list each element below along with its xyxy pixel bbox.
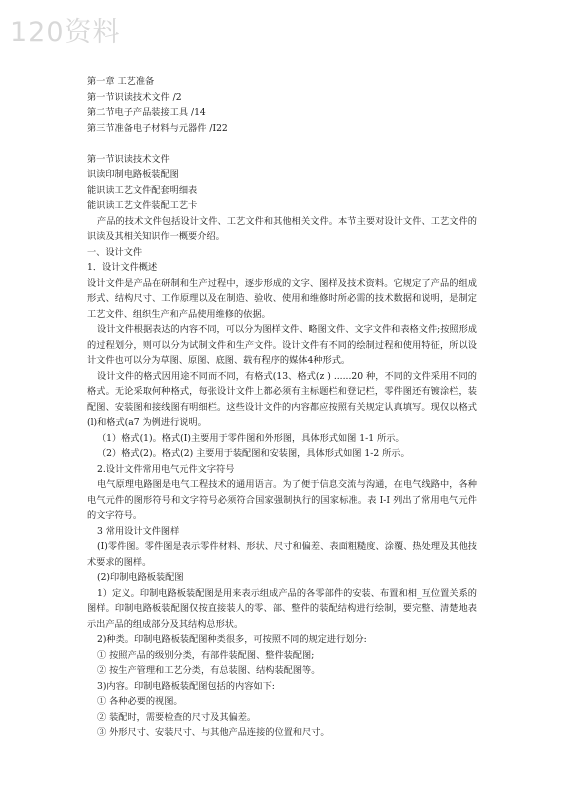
goal-item: 识读印制电路板装配图 (87, 169, 179, 180)
subheading: (2)印制电路板装配图 (97, 572, 184, 583)
heading: 一、设计文件 (87, 246, 143, 258)
subheading: 3 常用设计文件图样 (97, 525, 180, 537)
paragraph: (I)零件图。零件图是表示零件材料、形状、尺寸和偏差、表面粗糙度、涂覆、热处理及其他技术要求的图样。 (87, 541, 477, 568)
subheading: 2.设计文件常用电气元件文字符号 (97, 463, 235, 475)
toc-line: 第一节识读技术文件 /2 (87, 91, 182, 103)
list-item: ② 装配时，需要检查的尺寸及其偏差。 (97, 711, 257, 723)
paragraph: 3)内容。印制电路板装配图包括的内容如下: (97, 680, 275, 692)
subheading: 1．设计文件概述 (87, 262, 158, 273)
list-item: ③ 外形尺寸、安装尺寸、与其他产品连接的位置和尺寸。 (97, 727, 330, 738)
list-item: ① 各种必要的视图。 (97, 696, 183, 707)
document-body (87, 74, 477, 741)
format-item: （1）格式(1)。格式(I)主要用于零件图和外形图，具体形式如图 1-1 所示。 (97, 432, 405, 444)
paragraph: 设计文件是产品在研制和生产过程中，逐步形成的文字、图样及技术资料。它规定了产品的组成形式、结构尺寸、工作原理以及在制造、验收、使用和维修时所必需的技术数据和说明，是制定工艺文件、组织生产和产品使用维修的依据。 (87, 277, 477, 320)
intro-paragraph: 产品的技术文件包括设计文件、工艺文件和其他相关文件。本节主要对设计文件、工艺文件的识读及其相关知识作一概要介绍。 (87, 215, 477, 242)
paragraph: 设计文件的格式因用途不同而不同，有格式(13、格式(z ) ......20 种，不同的文件采用不同的格式。无论采取何种格式，每张设计文件上都必须有主标题栏和登记栏，零件图还有镀涂栏，装配图、安装图和接线图有明细栏。这些设计文件的内容都应按照有关规定认真填写。现仅以格式(l)和格式(a7 为例进行说明。 (87, 370, 477, 428)
list-item: ① 按照产品的级别分类，有部件装配图、整件装配图; (97, 649, 315, 661)
paragraph: 2)种类。印制电路板装配图种类很多，可按照不同的规定进行划分: (97, 634, 367, 645)
paragraph: 1）定义。印制电路板装配图是用来表示组成产品的各零部件的安装、布置和相_互位置关系的图样。印制电路板装配图仅按直接装人的零、部、整件的装配结构进行绘制，要完整、清楚地表示出产品的组成部分及其结构总形状。 (87, 587, 477, 630)
watermark: 120资料 (10, 17, 121, 48)
toc-line: 第一章 工艺准备 (87, 76, 155, 87)
list-item: ② 按生产管理和工艺分类，有总装图、结构装配图等。 (97, 665, 321, 676)
toc-line: 第三节准备电子材料与元器件 /I22 (87, 122, 228, 134)
section-title: 第一节识读技术文件 (87, 153, 170, 165)
paragraph: 电气原理电路图是电气工程技术的通用语言。为了便于信息交流与沟通，在电气线路中，各种电气元件的图形符号和文字符号必须符合国家强制执行的国家标准。表 I-I 列出了常用电气元件的文字符号。 (87, 479, 477, 521)
paragraph: 设计文件根据表达的内容不同，可以分为图样文件、略图文件、文字文件和表格文件;按照形成的过程划分，则可以分为试制文件和生产文件。设计文件有不同的绘制过程和使用特征，所以设计文件也可以分为草图、原图、底图、载有程序的媒体4种形式。 (87, 324, 477, 366)
format-item: （2）格式(2)。格式(2) 主要用于装配图和安装图，具体形式如图 1-2 所示。 (97, 448, 410, 459)
toc-line: 第二节电子产品装接工具 /14 (87, 107, 206, 118)
goal-item: 能识读工艺文件装配工艺卡 (87, 200, 198, 211)
goal-item: 能识读工艺文件配套明细表 (87, 184, 198, 196)
